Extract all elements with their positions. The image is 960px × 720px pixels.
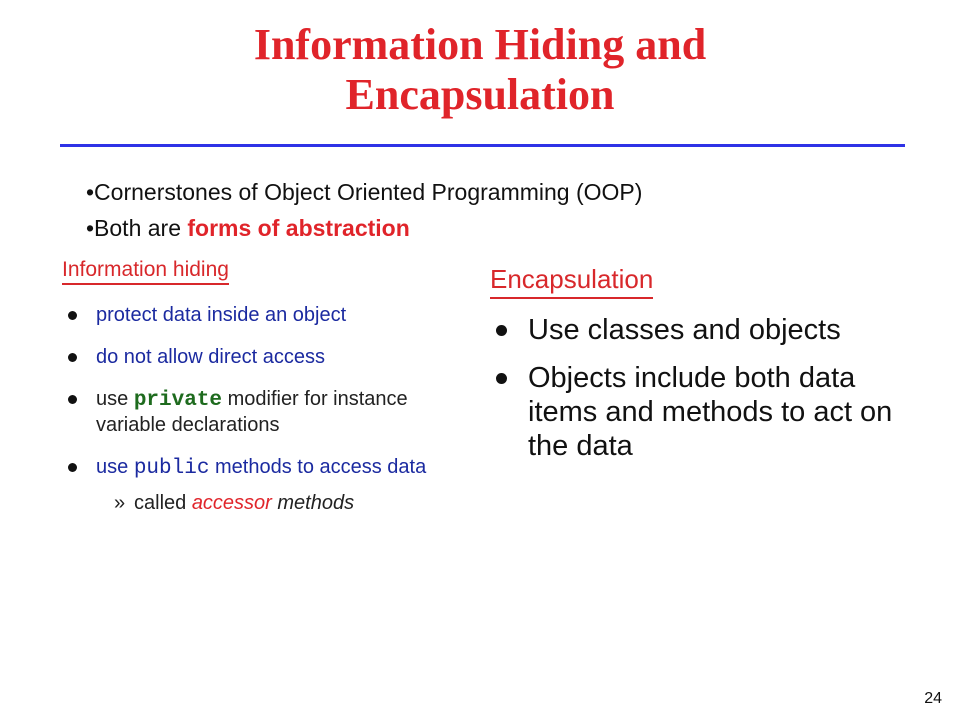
information-hiding-column (62, 258, 482, 515)
list-item (62, 345, 482, 369)
list-item-text: use (96, 388, 134, 410)
list-item (62, 303, 482, 327)
list-item-text: do not allow direct access (96, 346, 326, 368)
list-item-text: use (96, 456, 134, 478)
bullet-dot-icon (496, 373, 507, 384)
list-item (62, 387, 482, 437)
information-hiding-heading: Information hiding (62, 258, 229, 285)
encapsulation-column (490, 264, 910, 463)
title-line-2: Encapsulation (345, 70, 615, 119)
list-item (490, 361, 910, 463)
bullet-dot-icon (68, 463, 77, 472)
list-item-text: Use classes and objects (528, 314, 841, 346)
bullet-dot-icon (496, 325, 507, 336)
list-item (62, 455, 482, 481)
title-line-1: Information Hiding and (253, 20, 707, 69)
encapsulation-heading: Encapsulation (490, 264, 653, 299)
list-item (490, 313, 910, 347)
list-item-text: methods to access data (209, 456, 427, 478)
sub-list-item (62, 491, 482, 515)
public-keyword: public (133, 457, 210, 480)
intro-bullet-1: •Cornerstones of Object Oriented Programming (OOP) (86, 179, 643, 205)
title-divider (60, 144, 905, 147)
bullet-dot-icon (68, 311, 77, 320)
accessor-term: accessor (191, 492, 272, 514)
list-item-text: modifier for instance variable declarations (96, 388, 408, 436)
intro-bullet-2 (86, 210, 642, 246)
slide-title (0, 20, 960, 120)
list-item-text: Objects include both data items and methods to act on the data (528, 362, 893, 462)
intro-bullet-2-emphasis: forms of abstraction (187, 215, 410, 241)
sub-item-text-end: methods (271, 492, 355, 514)
bullet-dot-icon (68, 353, 77, 362)
intro-bullet-2-text: •Both are (86, 215, 188, 241)
sub-item-text: called (134, 492, 192, 514)
bullet-dot-icon (68, 395, 77, 404)
list-item-text: protect data inside an object (96, 304, 347, 326)
intro-bullets (86, 174, 642, 246)
page-number: 24 (924, 690, 942, 707)
sub-bullet-mark: » (114, 492, 126, 514)
private-keyword: private (133, 389, 223, 412)
